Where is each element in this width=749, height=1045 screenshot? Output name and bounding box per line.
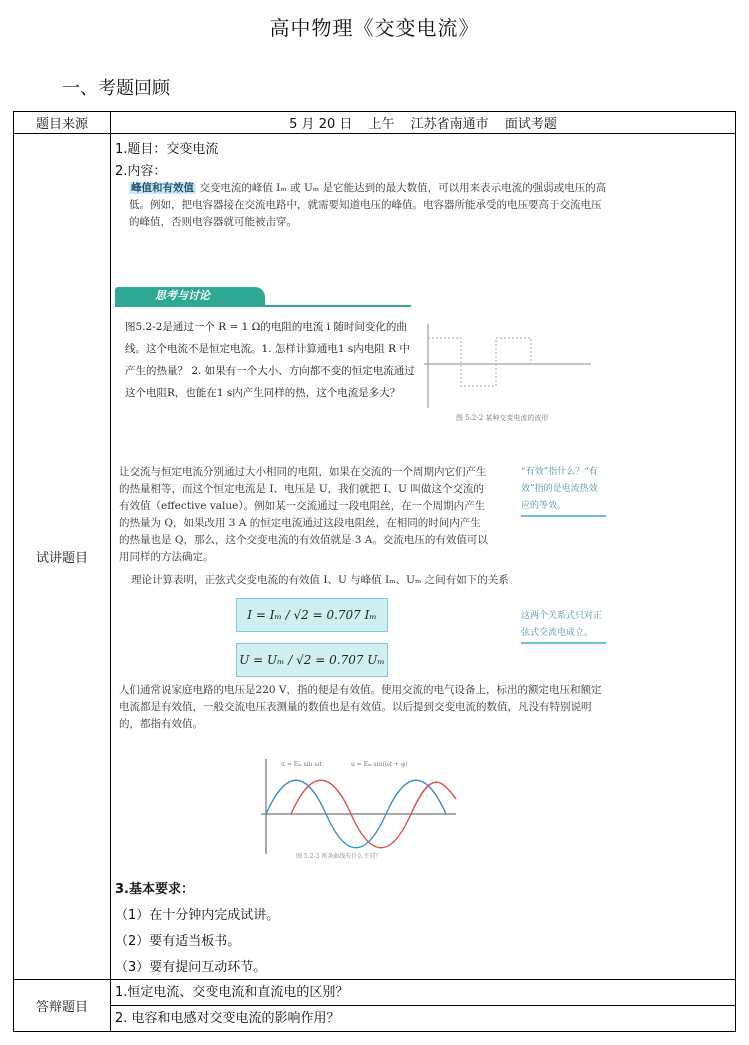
exam-table <box>13 111 736 1032</box>
side-note-sine: 这两个关系式只对正弦式交流电成立。 <box>521 608 606 644</box>
content-label: 2.内容： <box>115 164 167 179</box>
paragraph-peak-text: 交变电流的峰值 Iₘ 或 Uₘ 是它能达到的最大数值，可以用来表示电流的强弱或电压的高低。例如，把电容器接在交流电路中，就需要知道电压的峰值。电容器所能承受的电压要高于交流电压的峰值，否则电容器就可能被击穿。 <box>129 182 607 228</box>
source-value <box>111 112 736 134</box>
source-label: 题目来源 <box>14 112 111 134</box>
fig2-caption: 图 5.2-3 两条曲线有什么不同？ <box>296 853 382 860</box>
trial-label: 试讲题目 <box>14 134 111 980</box>
requirement-1: （1）在十分钟内完成试讲。 <box>115 908 280 923</box>
formula-current: I = Iₘ / √2 = 0.707 Iₘ <box>236 598 388 632</box>
trial-row <box>14 134 736 980</box>
formula-voltage: U = Uₘ / √2 = 0.707 Uₘ <box>236 643 388 677</box>
defense-questions <box>111 980 736 1032</box>
defense-question-2: 2. 电容和电感对交变电流的影响作用？ <box>111 1005 735 1031</box>
paragraph-theory: 理论计算表明，正弦式交变电流的有效值 I、U 与峰值 Iₘ、Uₘ 之间有如下的关系 <box>131 574 509 586</box>
trial-topic: 1.题目：交变电流 <box>115 142 219 157</box>
source-time: 上午 <box>368 117 395 132</box>
side-note-effective: “有效”指什么？“有效”指的是电流热效应的等效。 <box>521 464 606 517</box>
source-type: 面试考题 <box>504 117 557 132</box>
fig2-label-1: u = Eₘ sin ωt <box>281 761 322 768</box>
requirements-title: 3.基本要求： <box>115 882 194 897</box>
requirement-2: （2）要有适当板书。 <box>115 934 241 949</box>
figure-sine-curves <box>251 754 461 862</box>
source-date: 5 月 20 日 <box>289 117 353 132</box>
trial-content <box>111 134 736 980</box>
source-row <box>14 112 736 134</box>
paragraph-household: 人们通常说家庭电路的电压是220 V，指的便是有效值。使用交流的电气设备上，标出的额定电压和额定电流都是有效值，一般交流电压表测量的数值也是有效值。以后提到交变电流的数值，凡没有特别说明的，都指有效值。 <box>119 684 602 730</box>
discussion-heading: 思考与讨论 <box>115 287 265 305</box>
requirement-3: （3）要有提问互动环节。 <box>115 960 267 975</box>
discussion-text: 图5.2-2是通过一个 R = 1 Ω的电阻的电流 i 随时间变化的曲线。这个电流不是恒定电流。1. 怎样计算通电1 s内电阻 R 中产生的热量？ 2. 如果有一个大小、方向都不变的恒定电流通过这个电阻R，也能在1 s内产生同样的热，这个电流是多大？ <box>125 321 415 399</box>
defense-question-1: 1.恒定电流、交变电流和直流电的区别？ <box>115 985 349 1000</box>
peak-heading: 峰值和有效值 <box>131 182 194 194</box>
paragraph-effective: 让交流与恒定电流分别通过大小相同的电阻，如果在交流的一个周期内它们产生的热量相等，而这个恒定电流是 I、电压是 U，我们就把 I、U 叫做这个交流的有效值（effective value）。例如某一交流通过一段电阻丝，在一个周期内产生的热量为 Q，如果改用 3 A 的恒定电流通过这段电阻丝，在相同的时间内产生的热量也是 Q，那么，这个交变电流的有效值就是 3 A。交流电压的有效值可以用同样的方法确定。 <box>119 466 488 563</box>
figure-current-waveform <box>416 316 596 424</box>
discussion-divider <box>115 305 411 307</box>
page-title: 高中物理《交变电流》 <box>269 16 480 40</box>
defense-row <box>14 980 736 1032</box>
defense-label: 答辩题目 <box>14 980 111 1032</box>
source-place: 江苏省南通市 <box>410 117 489 132</box>
paragraph-peak <box>129 180 609 231</box>
fig1-caption: 图 5.2-2 某种交变电流的波形 <box>456 414 549 422</box>
fig2-label-2: u = Eₘ sin(ωt + φ) <box>351 761 408 768</box>
section-heading: 一、考题回顾 <box>62 78 170 99</box>
